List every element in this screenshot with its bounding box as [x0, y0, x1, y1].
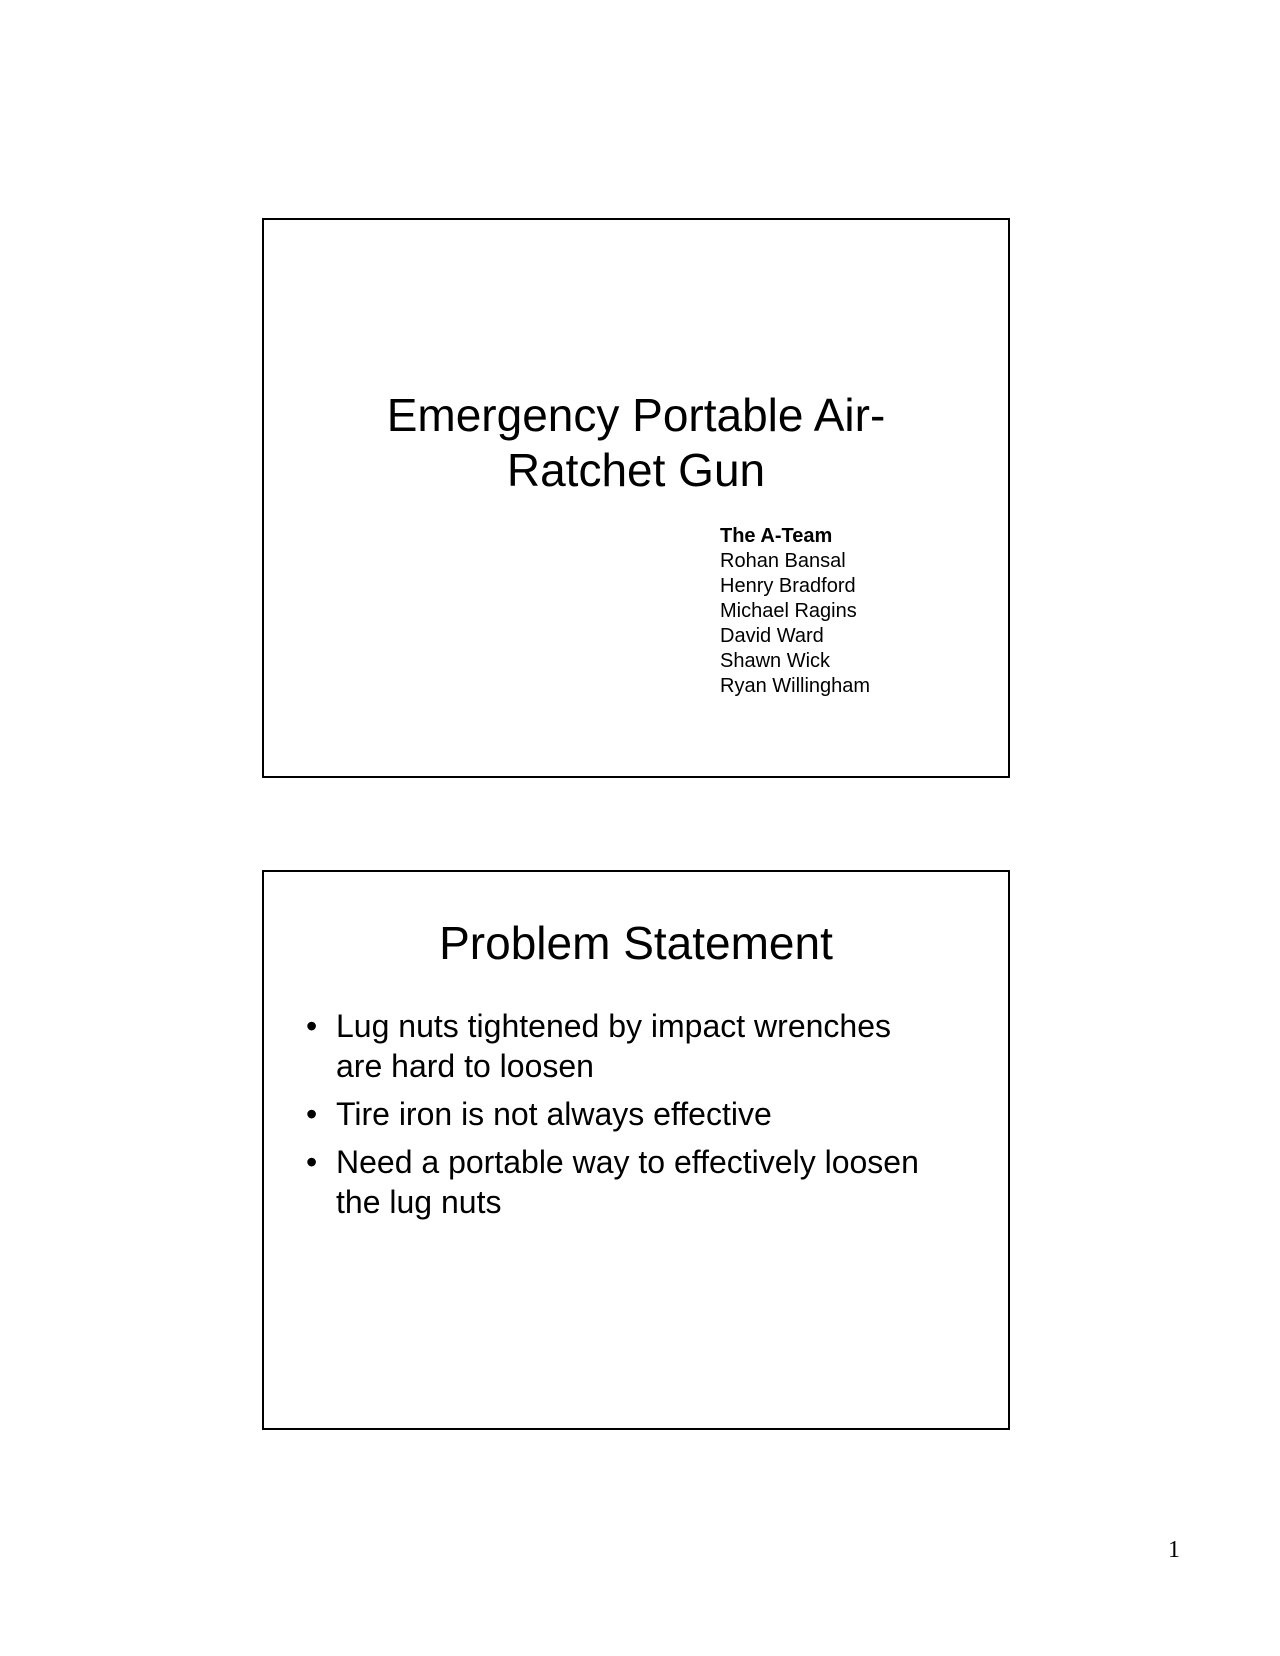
- team-name: The A-Team: [720, 525, 833, 547]
- slide-title: [262, 218, 1010, 778]
- team-list: [720, 524, 870, 699]
- bullet-item: [306, 1094, 946, 1134]
- bullet-list: [306, 1006, 946, 1230]
- bullet-text: Tire iron is not always effective: [336, 1096, 772, 1132]
- bullet-icon: •: [306, 1096, 318, 1132]
- bullet-item: [306, 1142, 946, 1222]
- team-member: Ryan Willingham: [720, 675, 871, 697]
- team-member: Michael Ragins: [720, 600, 857, 622]
- team-member: Rohan Bansal: [720, 550, 846, 572]
- slide-title-heading: [264, 388, 1008, 498]
- team-member: Shawn Wick: [720, 650, 831, 672]
- team-member: Henry Bradford: [720, 575, 856, 597]
- team-member: David Ward: [720, 625, 824, 647]
- page-number: 1: [1168, 1537, 1180, 1563]
- bullet-item: [306, 1006, 946, 1086]
- bullet-icon: •: [306, 1008, 318, 1044]
- title-line: Emergency Portable Air-: [386, 389, 886, 441]
- bullet-icon: •: [306, 1144, 318, 1180]
- bullet-text: Need a portable way to effectively loosen the lug nuts: [336, 1144, 919, 1220]
- slide-problem-statement: [262, 870, 1010, 1430]
- title-line: Ratchet Gun: [506, 444, 766, 496]
- bullet-text: Lug nuts tightened by impact wrenches are hard to loosen: [336, 1008, 891, 1084]
- slide-heading: Problem Statement: [439, 917, 833, 969]
